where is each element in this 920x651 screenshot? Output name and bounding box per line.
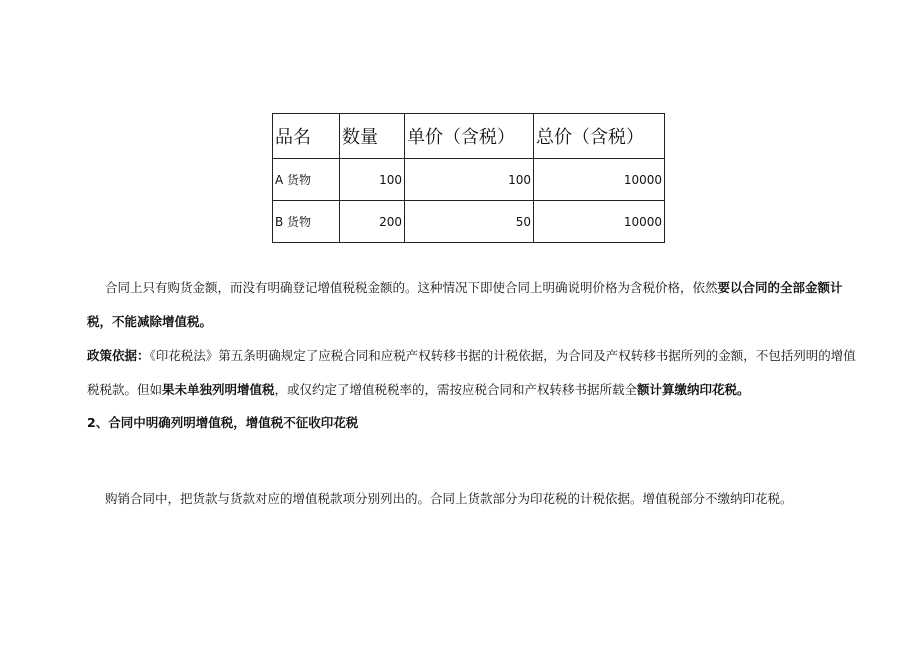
table-row xyxy=(273,201,665,243)
cell-total-price: 10000 xyxy=(534,159,665,201)
cell-product-name: B 货物 xyxy=(273,201,340,243)
header-total-price: 总价（含税） xyxy=(534,114,665,159)
header-product-name: 品名 xyxy=(273,114,340,159)
table-header-row xyxy=(273,114,665,159)
cell-quantity: 200 xyxy=(340,201,405,243)
emphasis-text: 要以合同的全部金额计税，不能减除增值税。 xyxy=(87,280,843,329)
paragraph-policy-basis xyxy=(87,339,867,407)
cell-quantity: 100 xyxy=(340,159,405,201)
table-row xyxy=(273,159,665,201)
emphasis-text: 果未单独列明增值税 xyxy=(162,382,275,397)
header-quantity: 数量 xyxy=(340,114,405,159)
section-heading: 2、合同中明确列明增值税，增值税不征收印花税 xyxy=(87,415,359,430)
policy-basis-label: 政策依据： xyxy=(87,348,150,363)
header-unit-price: 单价（含税） xyxy=(405,114,534,159)
emphasis-text: 额计算缴纳印花税。 xyxy=(637,382,750,397)
goods-price-table xyxy=(272,113,665,243)
paragraph-text: 《印花税法》第五条明确规定了应税合同和应税产权转移书据的计税依据，为合同及产权转移书据所列的金额，不包括列明的增值税税款。但如 xyxy=(87,348,856,397)
cell-unit-price: 100 xyxy=(405,159,534,201)
paragraph-no-vat-listed xyxy=(87,271,867,339)
paragraph-vat-listed: 购销合同中，把货款与货款对应的增值税款项分别列出的。合同上货款部分为印花税的计税依据。增值税部分不缴纳印花税。 xyxy=(105,491,793,506)
paragraph-text: 合同上只有购货金额，而没有明确登记增值税税金额的。这种情况下即使合同上明确说明价格为含税价格，依然 xyxy=(105,280,718,295)
paragraph-text: ，或仅约定了增值税税率的，需按应税合同和产权转移书据所载全 xyxy=(274,382,638,397)
cell-total-price: 10000 xyxy=(534,201,665,243)
cell-product-name: A 货物 xyxy=(273,159,340,201)
cell-unit-price: 50 xyxy=(405,201,534,243)
